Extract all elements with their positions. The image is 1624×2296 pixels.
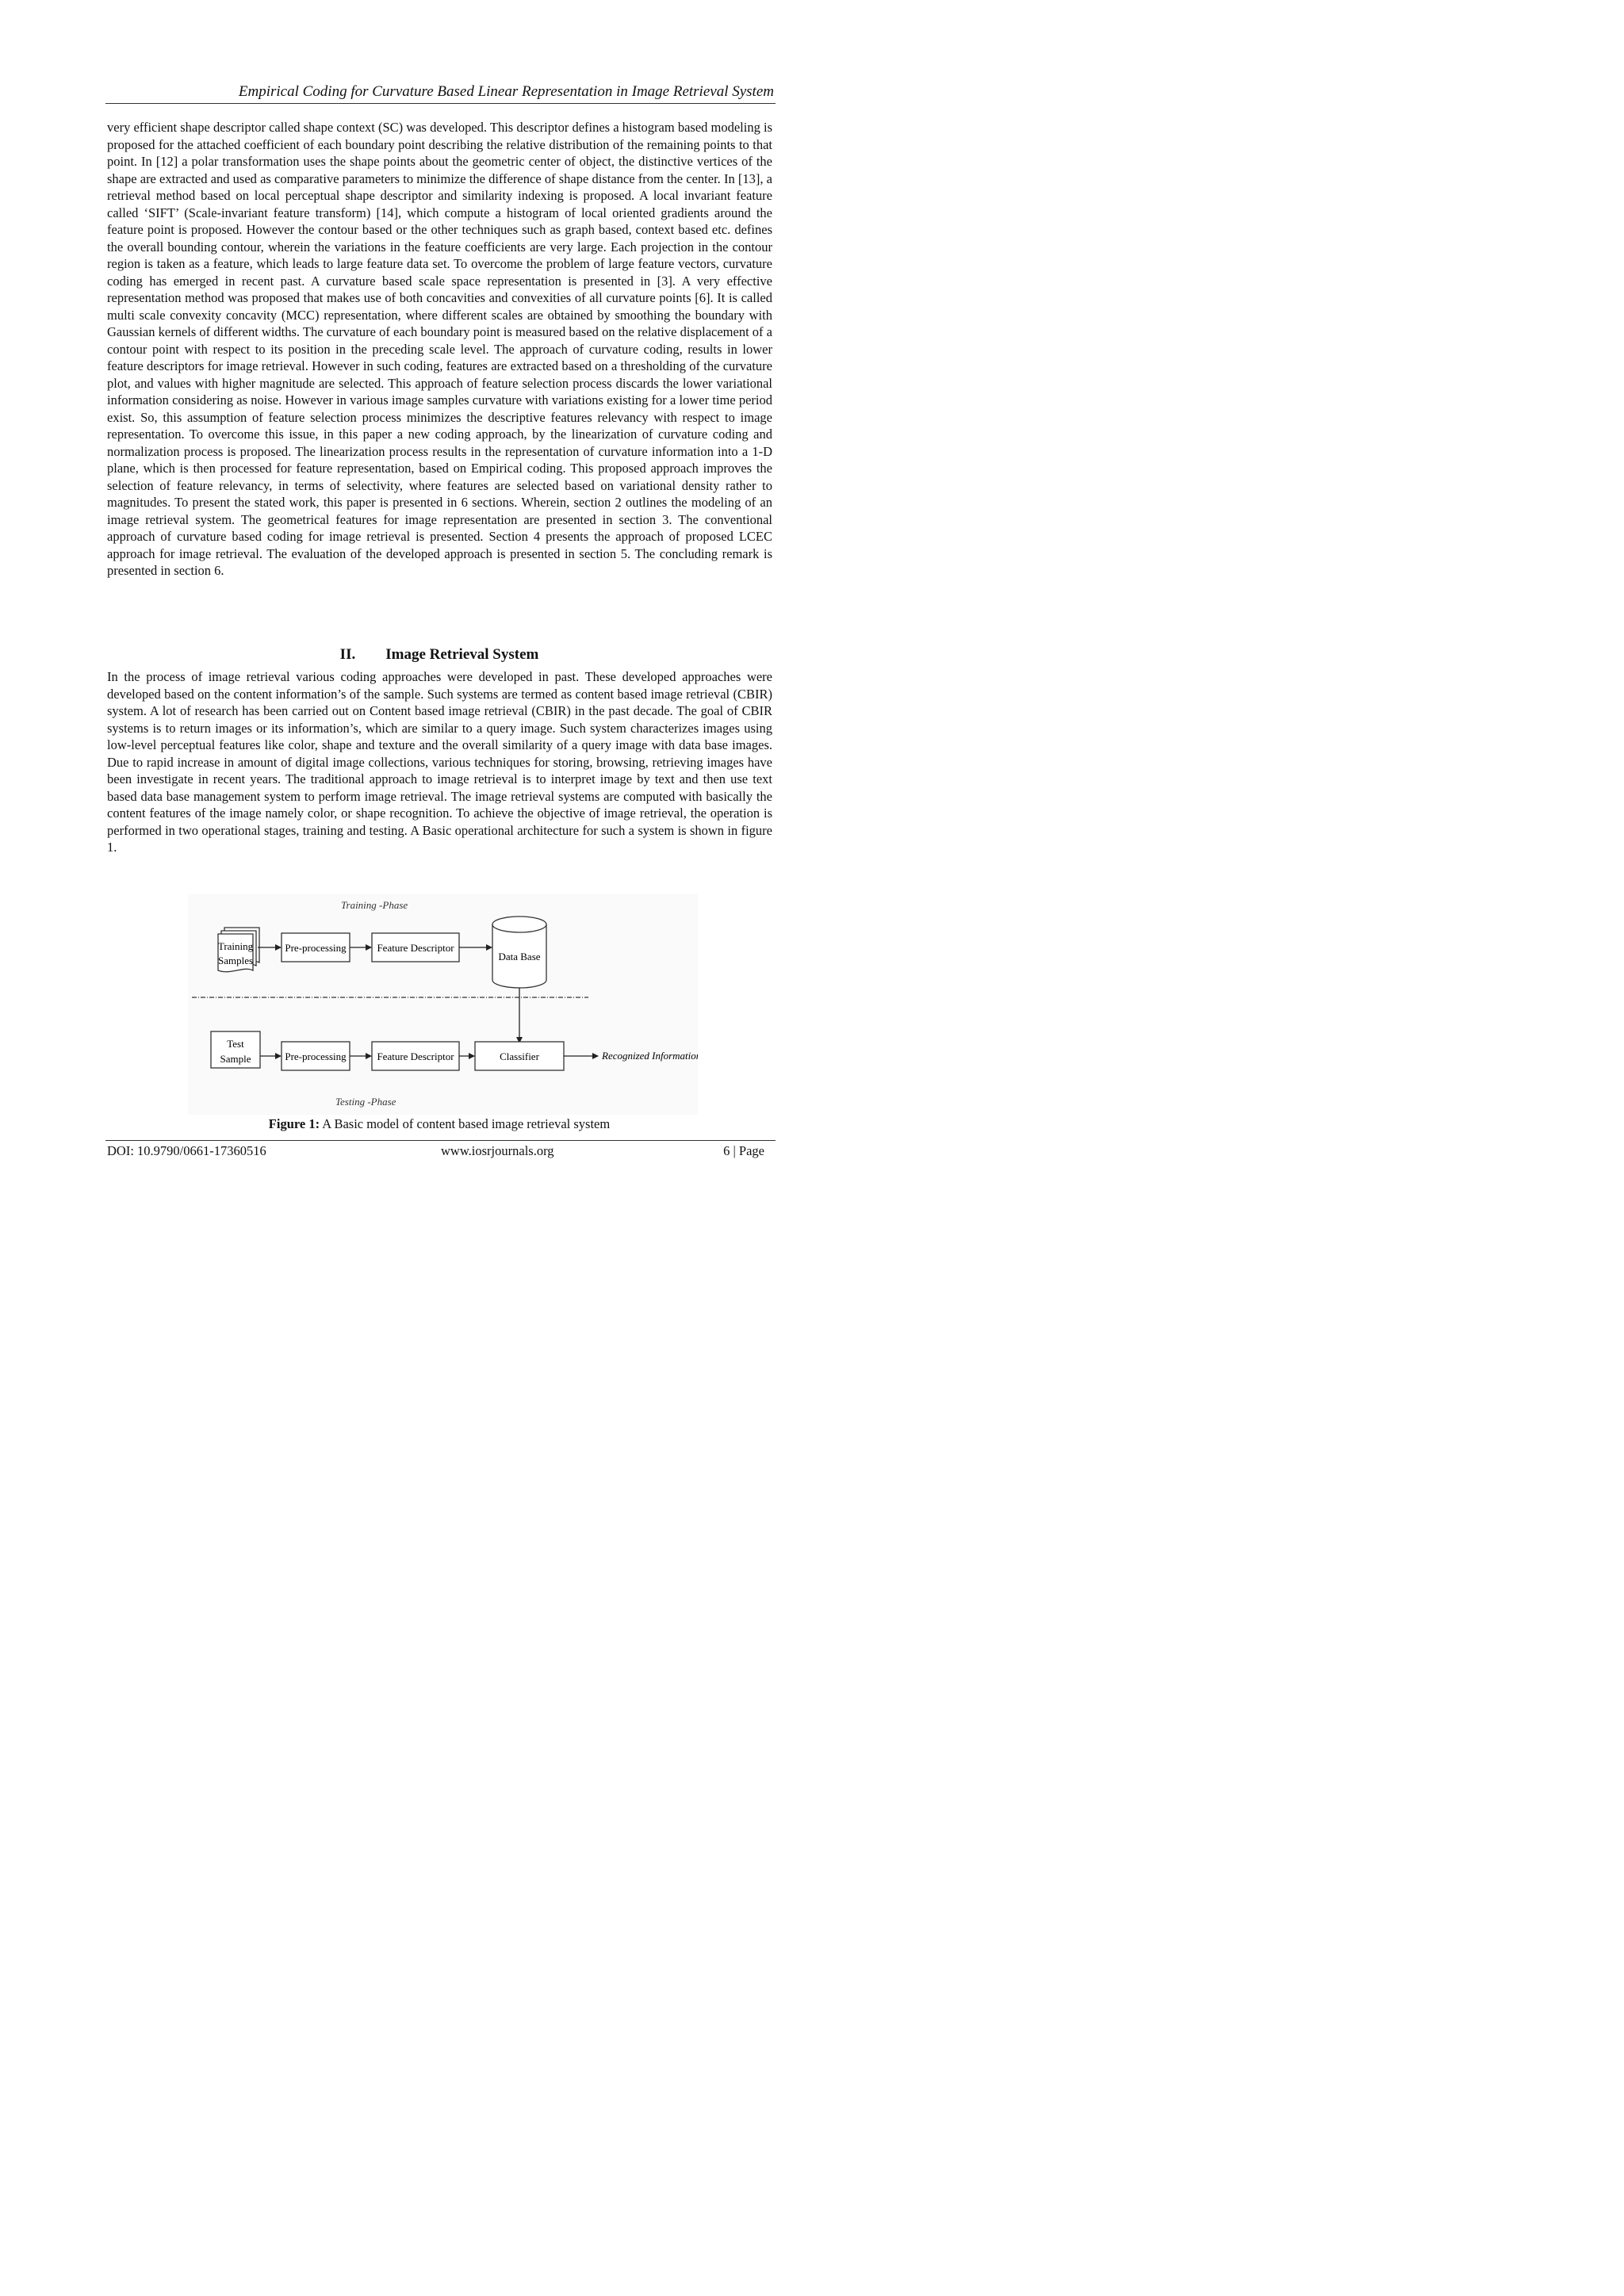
testing-preprocessing-label: Pre-processing bbox=[285, 1050, 347, 1062]
footer-page-number: 6 | Page bbox=[723, 1143, 764, 1158]
training-samples-label-2: Samples bbox=[217, 955, 254, 966]
cbir-flow-diagram bbox=[188, 894, 698, 1115]
testing-phase-label: Testing -Phase bbox=[335, 1096, 396, 1108]
classifier-label: Classifier bbox=[500, 1050, 539, 1062]
training-preprocessing-label: Pre-processing bbox=[285, 942, 347, 954]
running-header-title: Empirical Coding for Curvature Based Linear Representation in Image Retrieval System bbox=[238, 83, 774, 100]
footer-doi: DOI: 10.9790/0661-17360516 bbox=[107, 1143, 266, 1158]
figure-caption-label: Figure 1: bbox=[268, 1116, 320, 1131]
figure-caption bbox=[0, 1116, 879, 1132]
header-rule bbox=[105, 103, 776, 104]
section-heading bbox=[0, 646, 879, 664]
recognized-information-label: Recognized Information bbox=[602, 1050, 698, 1062]
training-phase-label: Training -Phase bbox=[341, 899, 408, 911]
training-feature-descriptor-label: Feature Descriptor bbox=[377, 942, 454, 954]
intro-paragraph: very efficient shape descriptor called shape context (SC) was developed. This descriptor defines a histogram based modeling is proposed for the attached coefficient of each boundary point describing the relative distribution of the remaining points to that point. In [12] a polar transformation uses the shape points about the geometric center of object, the distinctive vertices of the shape are extracted and used as comparative parameters to minimize the difference of shape distance from the center. In [13], a retrieval method based on local perceptual shape descriptor and similarity indexing is proposed. A local invariant feature called ‘SIFT’ (Scale-invariant feature transform) [14], which compute a histogram of local oriented gradients around the feature point is proposed. However the contour based or the other techniques such as graph based, context based etc. defines the overall bounding contour, wherein the variations in the feature coefficients are very large. Each projection in the contour region is taken as a feature, which leads to large feature data set. To overcome the problem of large feature vectors, curvature coding has emerged in recent past. A curvature based scale space representation is presented in [3]. A very effective representation method was proposed that makes use of both concavities and convexities of all curvature points [6]. It is called multi scale convexity concavity (MCC) representation, where different scales are obtained by smoothing the boundary with Gaussian kernels of different widths. The curvature of each boundary point is measured based on the relative displacement of a contour point with respect to its position in the preceding scale level. The approach of curvature coding, results in lower feature descriptors for image retrieval. However in such coding, features are extracted based on a thresholding of the curvature plot, and values with higher magnitude are selected. This approach of feature selection process discards the lower variational information considering as noise. However in various image samples curvature with variations existing for a lower time period exist. So, this assumption of feature selection process minimizes the descriptive features relevancy with respect to image representation. To overcome this issue, in this paper a new coding approach, by the linearization of curvature coding and normalization process is proposed. The linearization process results in the representation of curvature information into a 1-D plane, which is then processed for feature representation, based on Empirical coding. This proposed approach improves the selection of feature relevancy, in terms of selectivity, where features are selected based on variational density rather to magnitudes. To present the stated work, this paper is presented in 6 sections. Wherein, section 2 outlines the modeling of an image retrieval system. The geometrical features for image representation are presented in section 3. The conventional approach of curvature based coding for image retrieval is presented. Section 4 presents the approach of proposed LCEC approach for image retrieval. The evaluation of the developed approach is presented in section 5. The concluding remark is presented in section 6. bbox=[107, 120, 772, 578]
figure-caption-text: A Basic model of content based image retrieval system bbox=[320, 1116, 611, 1131]
section-title: Image Retrieval System bbox=[385, 646, 539, 663]
figure-background bbox=[188, 894, 698, 1115]
testing-feature-descriptor-label: Feature Descriptor bbox=[377, 1050, 454, 1062]
test-sample-label-1: Test bbox=[227, 1038, 244, 1050]
footer-website: www.iosrjournals.org bbox=[441, 1143, 554, 1158]
figure-1-diagram bbox=[188, 894, 698, 1115]
section-paragraph: In the process of image retrieval various coding approaches were developed in past. These developed approaches were developed based on the content information’s of the sample. Such systems are termed as content based image retrieval (CBIR) system. A lot of research has been carried out on Content based image retrieval (CBIR) in the past decade. The goal of CBIR systems is to return images or its information’s, which are similar to a query image. Such system characterizes images using low-level perceptual features like color, shape and texture and the overall similarity of a query image with data base images. Due to rapid increase in amount of digital image collections, various techniques for storing, browsing, retrieving images have been investigate in recent years. The traditional approach to image retrieval is to interpret image by text and then use text based data base management system to perform image retrieval. The image retrieval systems are computed with basically the content features of the image namely color, or shape recognition. To achieve the objective of image retrieval, the operation is performed in two operational stages, training and testing. A Basic operational architecture for such a system is shown in figure 1. bbox=[107, 669, 772, 855]
footer-rule bbox=[105, 1140, 776, 1141]
test-sample-label-2: Sample bbox=[220, 1053, 251, 1065]
section-number: II. bbox=[339, 646, 356, 663]
training-samples-label-1: Training bbox=[217, 940, 254, 952]
database-label: Data Base bbox=[498, 951, 541, 962]
